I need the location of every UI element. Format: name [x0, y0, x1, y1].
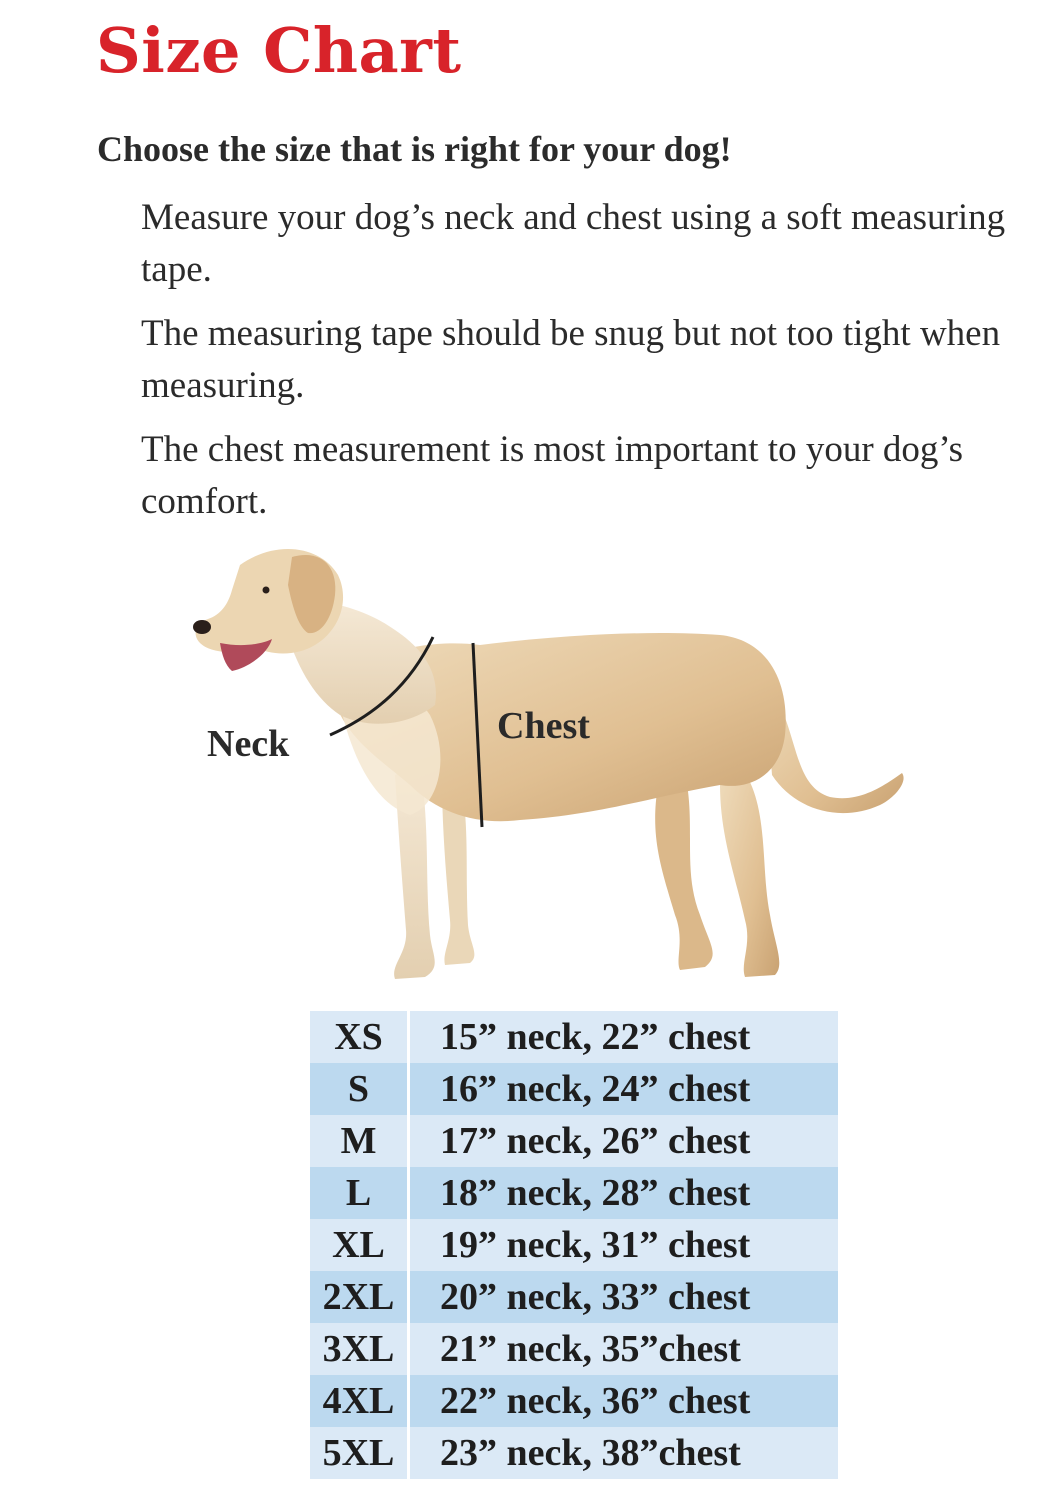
size-cell: L	[310, 1167, 409, 1219]
table-row	[310, 1063, 838, 1115]
dog-rear-leg	[720, 765, 779, 977]
chest-label: Chest	[497, 705, 590, 747]
size-cell: 5XL	[310, 1427, 409, 1479]
size-cell: XL	[310, 1219, 409, 1271]
table-row	[310, 1323, 838, 1375]
size-cell: S	[310, 1063, 409, 1115]
measurement-cell: 17” neck, 26” chest	[409, 1115, 839, 1167]
dog-illustration	[180, 535, 940, 1015]
measurement-cell: 23” neck, 38”chest	[409, 1427, 839, 1479]
instruction-paragraph: The measuring tape should be snug but not too tight when measuring.	[141, 313, 1001, 406]
size-cell: 3XL	[310, 1323, 409, 1375]
table-row	[310, 1219, 838, 1271]
subtitle: Choose the size that is right for your dog!	[97, 129, 732, 169]
measurement-cell: 20” neck, 33” chest	[409, 1271, 839, 1323]
instruction-paragraph: The chest measurement is most important to your dog’s comfort.	[141, 429, 964, 522]
table-row	[310, 1115, 838, 1167]
table-row	[310, 1011, 838, 1063]
table-row	[310, 1427, 838, 1479]
dog-nose	[193, 620, 211, 634]
dog-tail	[765, 680, 904, 813]
table-row	[310, 1375, 838, 1427]
size-cell: 4XL	[310, 1375, 409, 1427]
size-cell: XS	[310, 1011, 409, 1063]
size-cell: 2XL	[310, 1271, 409, 1323]
size-cell: M	[310, 1115, 409, 1167]
dog-eye	[263, 587, 270, 594]
size-table	[310, 1011, 838, 1479]
measurement-cell: 16” neck, 24” chest	[409, 1063, 839, 1115]
measurement-cell: 18” neck, 28” chest	[409, 1167, 839, 1219]
table-row	[310, 1271, 838, 1323]
measurement-cell: 21” neck, 35”chest	[409, 1323, 839, 1375]
measurement-cell: 15” neck, 22” chest	[409, 1011, 839, 1063]
instruction-paragraph: Measure your dog’s neck and chest using a soft measuring tape.	[141, 197, 1006, 290]
page-title: Size Chart	[96, 14, 462, 87]
table-row	[310, 1167, 838, 1219]
measurement-cell: 22” neck, 36” chest	[409, 1375, 839, 1427]
measurement-cell: 19” neck, 31” chest	[409, 1219, 839, 1271]
neck-label: Neck	[207, 723, 290, 765]
